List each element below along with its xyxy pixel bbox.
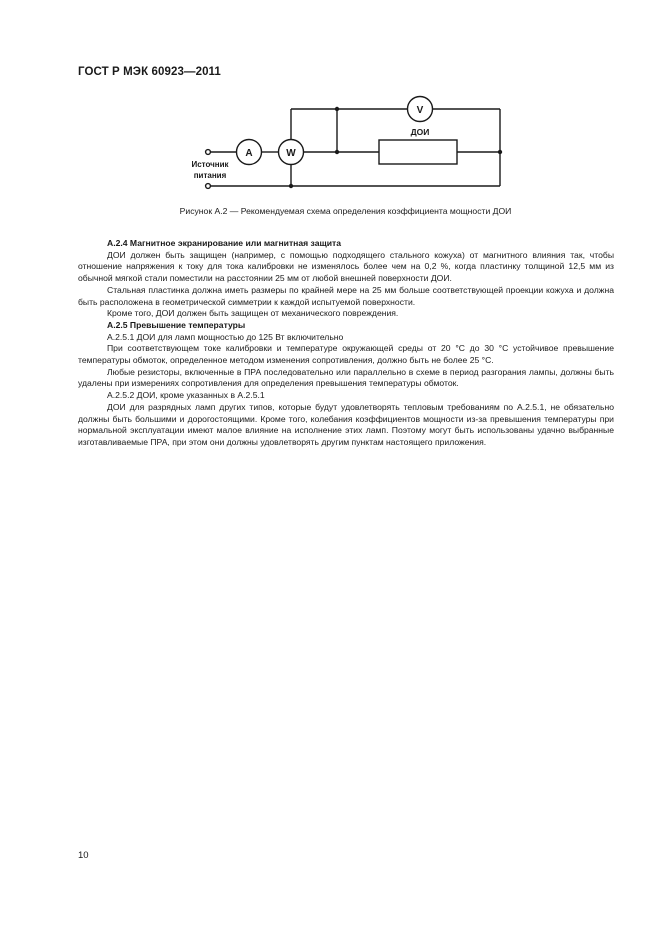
section-heading: А.2.4 Магнитное экранирование или магнитная защита — [107, 238, 342, 248]
page-number: 10 — [78, 850, 89, 861]
document-body — [78, 238, 614, 449]
junction-dot — [289, 184, 293, 188]
paragraph: При соответствующем токе калибровки и температуре окружающей среды от 20 °С до 30 °С устойчивое превышение температуры обмоток, определенное методом изменения сопротивления, должно быть не более 25 °С. — [78, 343, 614, 366]
paragraph: Любые резисторы, включенные в ПРА последовательно или параллельно в схеме в период разгорания лампы, должны быть удалены при измерениях сопротивления для определения превышения температуры обмоток. — [78, 366, 614, 389]
paragraph: Стальная пластинка должна иметь размеры по крайней мере на 25 мм больше соответствующей проекции кожуха и должна быть расположена в геометрической симметрии к каждой испытуемой поверхности. — [78, 284, 614, 307]
document-header: ГОСТ Р МЭК 60923—2011 — [78, 66, 221, 78]
device-box — [379, 140, 457, 164]
wattmeter-symbol: W — [286, 148, 296, 159]
figure-caption — [0, 206, 661, 216]
subsection-heading: А.2.5.2 ДОИ, кроме указанных в А.2.5.1 — [107, 390, 265, 401]
paragraph: Кроме того, ДОИ должен быть защищен от механического повреждения. — [107, 308, 399, 319]
ammeter-symbol: A — [245, 148, 253, 159]
circuit-diagram — [0, 0, 661, 200]
paragraph: ДОИ должен быть защищен (например, с помощью подходящего стального кожуха) от магнитного влияния так, чтобы отношение напряжения к току для тока калибровки не изменялось более чем на 0,2 %, когда пластинку толщиной 12,5 мм из обычной мягкой стали поместили на расстоянии 25 мм от любой внешней поверхности ДОИ. — [78, 249, 614, 284]
source-terminal-top — [206, 150, 211, 155]
device-label: ДОИ — [410, 127, 430, 137]
junction-dot — [335, 150, 339, 154]
paragraph: ДОИ для разрядных ламп других типов, которые будут удовлетворять тепловым требованиям по А.2.5.1, не обязательно должны быть большими и дорогостоящими. Кроме того, колебания коэффициентов мощности из-за превышения температуры при нормальной эксплуатации имеют малое влияние на исполнение этих ламп. Поэтому могут быть использованы удачно выбранные изготавливаемые ПРА, при этом они должны удовлетворять другим пунктам настоящего приложения. — [78, 401, 614, 447]
junction-dot — [335, 107, 339, 111]
source-terminal-bottom — [206, 184, 211, 189]
junction-dot — [498, 150, 502, 154]
section-heading: А.2.5 Превышение температуры — [107, 319, 246, 330]
voltmeter-symbol: V — [416, 105, 424, 116]
source-label-line2: питания — [193, 171, 227, 180]
figure-caption-text: Рисунок А.2 — Рекомендуемая схема определения коэффициента мощности ДОИ — [179, 206, 512, 216]
subsection-heading: А.2.5.1 ДОИ для ламп мощностью до 125 Вт включительно — [107, 331, 344, 342]
source-label-line1: Источник — [191, 160, 229, 169]
